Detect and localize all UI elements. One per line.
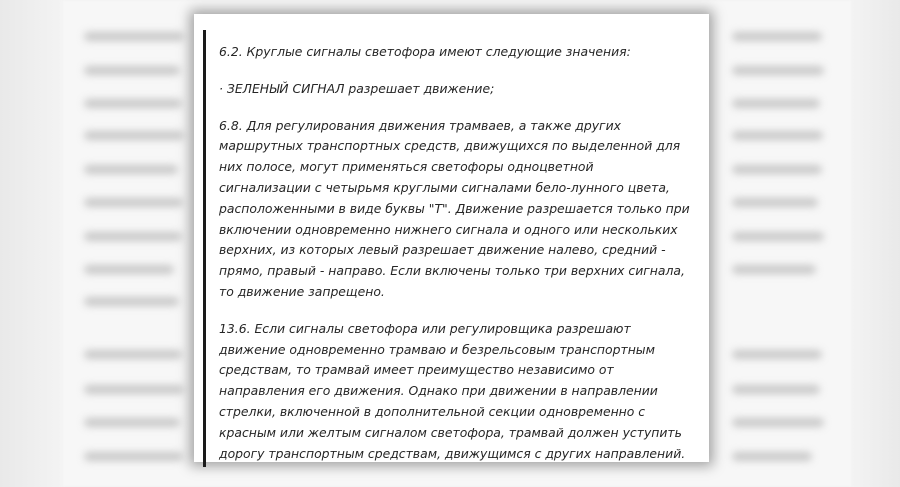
paragraph-13-6 [219,319,697,465]
text-line: сигнализации с четырьмя круглыми сигналами бело-лунного цвета, [219,179,670,195]
text-line: 13.6. Если сигналы светофора или регулировщика разрешают [219,320,631,336]
text-line: направления его движения. Однако при движении в направлении [219,383,658,399]
background-left-edge [0,0,62,487]
text-line: них полосе, могут применяться светофоры одноцветной [219,159,594,175]
quote-card [194,14,709,462]
paragraph-6-2 [219,42,697,63]
text-line: маршрутных транспортных средств, движущихся по выделенной для [219,138,681,154]
text-line: включении одновременно нижнего сигнала и одного или нескольких [219,221,678,237]
text-line: расположенными в виде буквы "Т". Движение разрешается только при [219,200,690,216]
text-line: 6.2. Круглые сигналы светофора имеют следующие значения: [219,44,631,59]
text-line: движение одновременно трамваю и безрельсовым транспортным [219,341,655,357]
text-line: стрелки, включенной в дополнительной секции одновременно с [219,403,646,419]
text-line: верхних, из которых левый разрешает движение налево, средний - [219,242,666,258]
text-line: красным или желтым сигналом светофора, трамвай должен уступить [219,424,682,440]
text-line: то движение запрещено. [219,283,385,299]
paragraph-green-signal [219,79,697,100]
text-line: · ЗЕЛЕНЫЙ СИГНАЛ разрешает движение; [219,80,495,96]
paragraph-6-8 [219,116,697,303]
quote-text [219,42,697,464]
text-line: дорогу транспортным средствам, движущимся с других направлений. [219,445,686,461]
quote-bar [203,30,206,467]
text-line: 6.8. Для регулирования движения трамваев, а также других [219,117,621,133]
background-right-edge [852,0,900,487]
text-line: прямо, правый - направо. Если включены только три верхних сигнала, [219,263,685,279]
text-line: средствам, то трамвай имеет преимущество независимо от [219,362,614,378]
